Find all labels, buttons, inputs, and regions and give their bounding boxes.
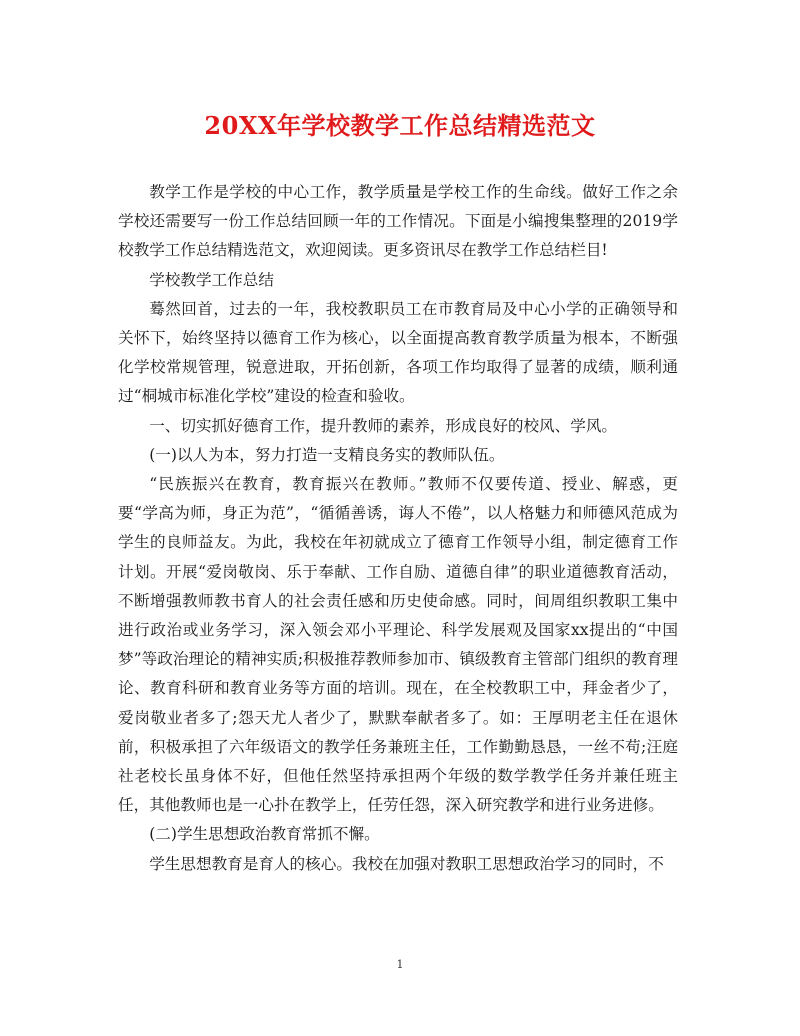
paragraph-overview: 蓦然回首，过去的一年，我校教职员工在市教育局及中心小学的正确领导和关怀下，始终坚持以德育工作为核心，以全面提高教育教学质量为根本，不断强化学校常规管理，锐意进取，开拓创新，各项工作均取得了显著的成绩，顺利通过“桐城市标准化学校”建设的检查和验收。 bbox=[118, 299, 678, 406]
paragraph-students: 学生思想教育是育人的核心。我校在加强对教职工思想政治学习的同时，不 bbox=[149, 854, 664, 873]
document-body bbox=[118, 178, 678, 879]
document-title: 20XX年学校教学工作总结精选范文 bbox=[204, 111, 596, 140]
section-heading-1: 一、切实抓好德育工作，提升教师的素养，形成良好的校风、学风。 bbox=[149, 416, 618, 435]
subsection-heading-2: (二)学生思想政治教育常抓不懈。 bbox=[149, 825, 380, 844]
paragraph-heading: 学校教学工作总结 bbox=[149, 270, 274, 289]
paragraph-teachers: “民族振兴在教育，教育振兴在教师。”教师不仅要传道、授业、解惑，更要“学高为师，身正为范”，“循循善诱，诲人不倦”，以人格魅力和师德风范成为学生的良师益友。为此，我校在年初就成立了德育工作领导小组，制定德育工作计划。开展“爱岗敬岗、乐于奉献、工作自励、道德自律”的职业道德教育活动，不断增强教师教书育人的社会责任感和历史使命感。同时，间周组织教职工集中进行政治或业务学习，深入领会邓小平理论、科学发展观及国家xx提出的“中国梦”等政治理论的精神实质;积极推荐教师参加市、镇级教育主管部门组织的教育理论、教育科研和教育业务等方面的培训。现在，在全校教职工中，拜金者少了，爱岗敬业者多了;怨天尤人者少了，默默奉献者多了。如：王厚明老主任在退休前，积极承担了六年级语文的教学任务兼班主任，工作勤勤恳恳，一丝不苟;汪庭社老校长虽身体不好，但他任然坚持承担两个年级的数学教学任务并兼任班主任，其他教师也是一心扑在教学上，任劳任怨，深入研究教学和进行业务进修。 bbox=[118, 475, 678, 815]
page-number: 1 bbox=[396, 958, 404, 971]
subsection-heading-1: (一)以人为本，努力打造一支精良务实的教师队伍。 bbox=[149, 445, 505, 464]
paragraph-intro: 教学工作是学校的中心工作，教学质量是学校工作的生命线。做好工作之余学校还需要写一份工作总结回顾一年的工作情况。下面是小编搜集整理的2019学校教学工作总结精选范文，欢迎阅读。更多资讯尽在教学工作总结栏目! bbox=[118, 183, 678, 260]
